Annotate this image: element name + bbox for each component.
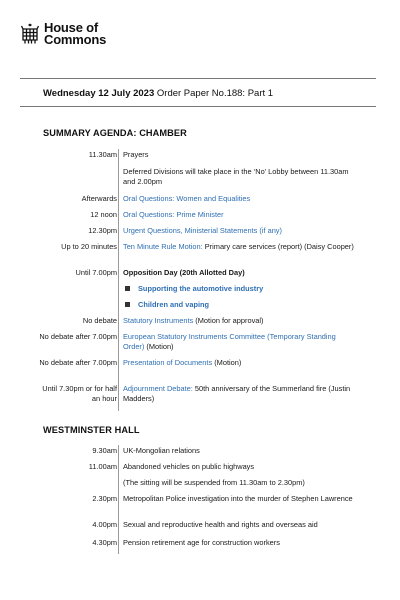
chamber-section-title: SUMMARY AGENDA: CHAMBER — [43, 128, 187, 138]
agenda-item — [123, 384, 355, 405]
presentation-of-documents-link[interactable]: Presentation of Documents — [123, 358, 213, 367]
order-paper-heading — [43, 88, 273, 99]
adjournment-debate-detail: 50th anniversary of the Summerland fire (Justin Madders) — [123, 384, 351, 404]
oral-questions-pm-link[interactable]: Oral Questions: Prime Minister — [123, 210, 224, 219]
children-vaping-link[interactable]: Children and vaping — [138, 300, 210, 309]
agenda-time: 12 noon — [90, 210, 117, 219]
westminster-hall-title: WESTMINSTER HALL — [43, 425, 140, 435]
agenda-time: 11.00am — [88, 462, 117, 471]
adjournment-debate-link[interactable]: Adjournment Debate: — [123, 384, 193, 393]
agenda-item — [123, 332, 355, 353]
portcullis-icon — [20, 23, 40, 45]
agenda-time: 2.30pm — [92, 494, 117, 503]
deferred-divisions-note: Deferred Divisions will take place in the ‘No’ Lobby between 11.30am and 2.00pm — [123, 167, 349, 187]
agenda-item: Metropolitan Police investigation into the murder of Stephen Lawrence — [123, 494, 353, 503]
agenda-item: Pension retirement age for construction workers — [123, 538, 280, 547]
agenda-time: Up to 20 minutes — [61, 242, 117, 251]
westminster-divider-line — [118, 445, 119, 554]
header-top-rule — [20, 78, 376, 79]
agenda-item — [123, 358, 355, 368]
bullet-icon — [125, 302, 130, 307]
agenda-time: No debate — [82, 316, 117, 325]
opposition-day-heading: Opposition Day (20th Allotted Day) — [123, 268, 245, 277]
agenda-time: 12.30pm — [88, 226, 117, 235]
agenda-item — [123, 242, 355, 252]
agenda-time: Until 7.00pm — [75, 268, 117, 277]
bullet-icon — [125, 286, 130, 291]
ten-minute-rule-link[interactable]: Ten Minute Rule Motion: — [123, 242, 203, 251]
presentation-of-documents-detail: (Motion) — [212, 358, 242, 367]
ten-minute-rule-detail: Primary care services (report) (Daisy Cooper) — [202, 242, 354, 251]
agenda-time: 11.30am — [88, 150, 117, 159]
agenda-time: Until 7.30pm or for half an hour — [42, 384, 117, 404]
agenda-item: UK-Mongolian relations — [123, 446, 200, 455]
agenda-item: Abandoned vehicles on public highways — [123, 462, 255, 471]
agenda-item: Prayers — [123, 150, 149, 159]
esi-committee-link[interactable]: European Statutory Instruments Committee (Temporary Standing Order) — [123, 332, 336, 352]
logo-line-2: Commons — [44, 32, 107, 47]
urgent-questions-link[interactable]: Urgent Questions, Ministerial Statements (if any) — [123, 226, 282, 235]
statutory-instruments-detail: (Motion for approval) — [193, 316, 264, 325]
oral-questions-women-link[interactable]: Oral Questions: Women and Equalities — [123, 194, 251, 203]
order-paper-date: Wednesday 12 July 2023 — [43, 88, 155, 99]
agenda-item: Sexual and reproductive health and rights and overseas aid — [123, 520, 318, 529]
sitting-suspended-note: (The sitting will be suspended from 11.30am to 2.30pm) — [123, 478, 305, 487]
statutory-instruments-link[interactable]: Statutory Instruments — [123, 316, 194, 325]
header-bottom-rule — [20, 106, 376, 107]
agenda-item — [123, 284, 357, 294]
agenda-item — [123, 316, 355, 326]
agenda-item — [123, 300, 357, 310]
house-of-commons-logo — [20, 22, 106, 46]
logo-line-1: House of — [44, 20, 99, 35]
agenda-time: Afterwards — [81, 194, 117, 203]
agenda-time: 4.00pm — [92, 520, 117, 529]
agenda-time: 4.30pm — [92, 538, 117, 547]
esi-committee-detail: (Motion) — [144, 342, 174, 352]
logo-text — [44, 22, 106, 46]
agenda-time: No debate after 7.00pm — [39, 332, 117, 341]
order-paper-number: Order Paper No.188: Part 1 — [154, 88, 274, 99]
automotive-industry-link[interactable]: Supporting the automotive industry — [138, 284, 264, 293]
agenda-time: 9.30am — [92, 446, 117, 455]
agenda-time: No debate after 7.00pm — [39, 358, 117, 367]
chamber-divider-line — [118, 149, 119, 411]
